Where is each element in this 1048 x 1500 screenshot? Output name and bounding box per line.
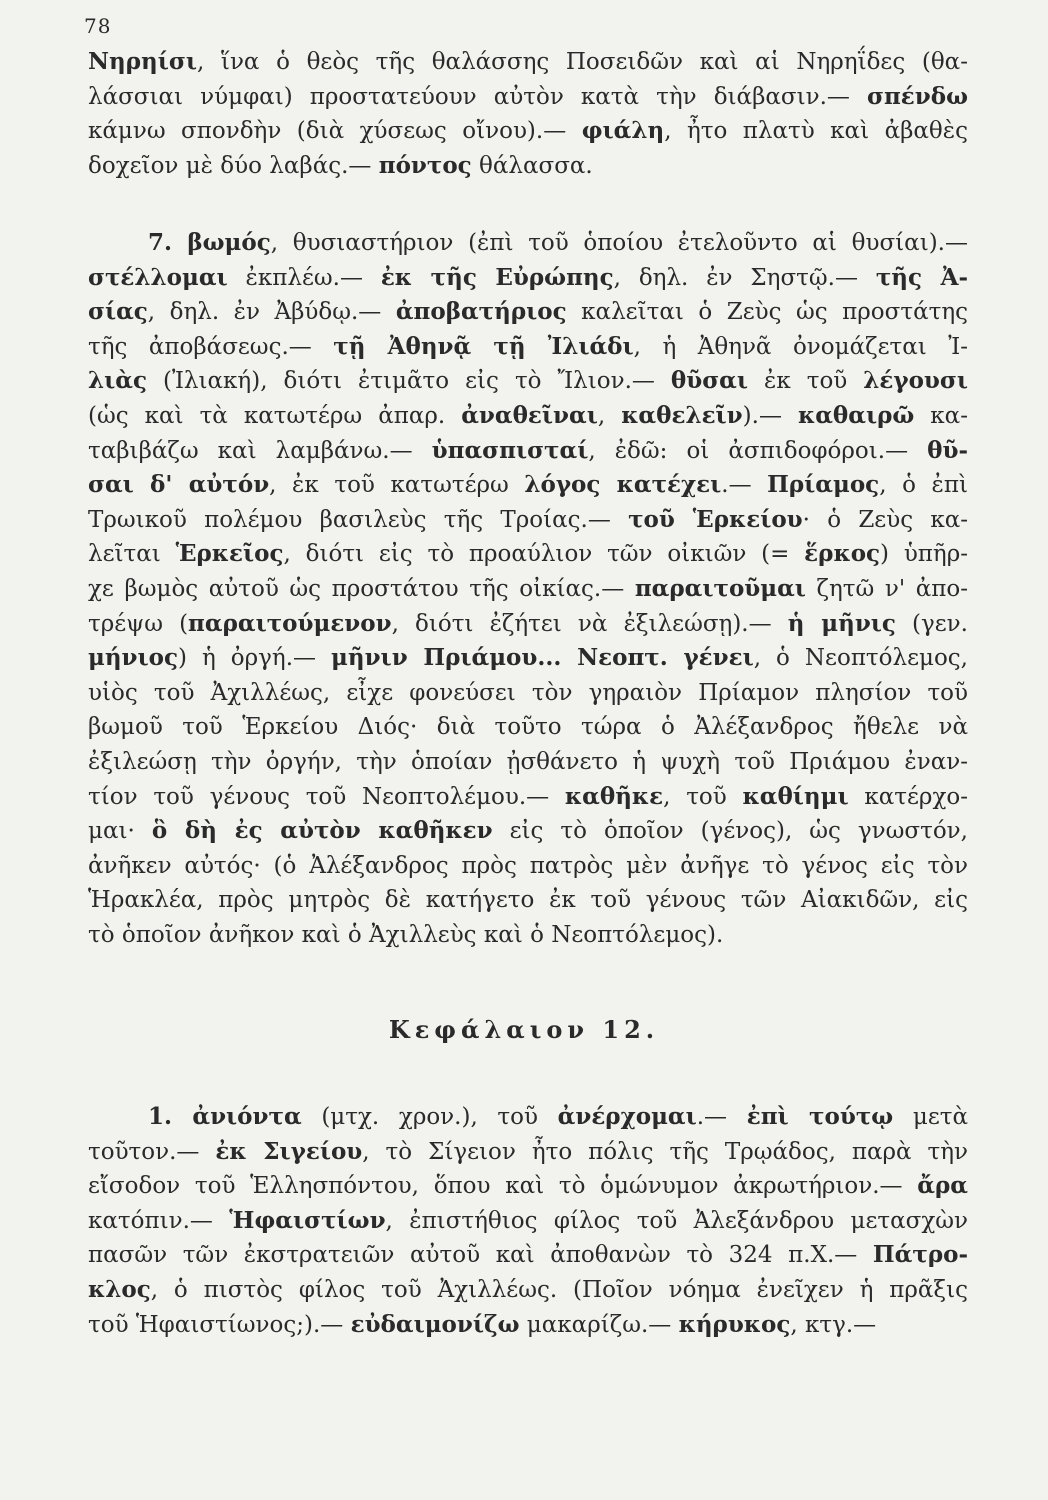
text-line: ἐξιλεώσῃ τὴν ὀργήν, τὴν ὁποίαν ᾐσθάνετο ἡ ψυχὴ τοῦ Πριάμου ἐναν-	[88, 748, 968, 775]
text-line: εἴσοδον τοῦ Ἑλλησπόντου, ὅπου καὶ τὸ ὁμώνυμον ἀκρωτήριον.— ἄρα	[88, 1172, 968, 1200]
text-line: τοῦτον.— ἐκ Σιγείου, τὸ Σίγειον ἦτο πόλις τῆς Τρῳάδος, παρὰ τὴν	[88, 1137, 969, 1165]
text-line: βωμοῦ τοῦ Ἑρκείου Διός· διὰ τοῦτο τώρα ὁ Ἀλέξανδρος ἤθελε νὰ	[88, 714, 968, 741]
paragraph-2	[88, 226, 968, 952]
text-line: Τρωικοῦ πολέμου βασιλεὺς τῆς Τροίας.— τοῦ Ἑρκείου· ὁ Ζεὺς κα-	[88, 505, 969, 533]
text-line: λιὰς (Ἰλιακή), διότι ἐτιμᾶτο εἰς τὸ Ἴλιον.— θῦσαι ἐκ τοῦ λέγουσι	[88, 367, 968, 395]
text-line: τῆς ἀποβάσεως.— τῇ Ἀθηνᾷ τῇ Ἰλιάδι, ἡ Ἀθηνᾶ ὀνομάζεται Ἰ-	[88, 332, 969, 360]
text-line: στέλλομαι ἐκπλέω.— ἐκ τῆς Εὐρώπης, δηλ. ἐν Σηστῷ.— τῆς Ἀ-	[88, 263, 968, 291]
text-line: μήνιος) ἡ ὀργή.— μῆνιν Πριάμου... Νεοπτ. γένει, ὁ Νεοπτόλεμος,	[88, 644, 968, 672]
text-line: κλος, ὁ πιστὸς φίλος τοῦ Ἀχιλλέως. (Ποῖον νόημα ἐνεῖχεν ἡ πρᾶξις	[88, 1275, 968, 1303]
text-line: μαι· ὃ δὴ ἐς αὐτὸν καθῆκεν εἰς τὸ ὁποῖον (γένος), ὡς γνωστόν,	[88, 817, 968, 845]
text-line: ταβιβάζω καὶ λαμβάνω.— ὑπασπισταί, ἐδῶ: οἱ ἀσπιδοφόροι.— θῦ-	[88, 436, 969, 464]
paragraph-1	[88, 45, 968, 183]
text-line: 1. ἀνιόντα (μτχ. χρον.), τοῦ ἀνέρχομαι.— ἐπὶ τούτῳ μετὰ	[148, 1103, 968, 1130]
text-line: χε βωμὸς αὐτοῦ ὡς προστάτου τῆς οἰκίας.— παραιτοῦμαι ζητῶ ν' ἀπο-	[88, 574, 968, 602]
text-line: (ὡς καὶ τὰ κατωτέρω ἀπαρ. ἀναθεῖναι, καθελεῖν).— καθαιρῶ κα-	[88, 401, 968, 429]
text-line: κατόπιν.— Ἡφαιστίων, ἐπιστήθιος φίλος τοῦ Ἀλεξάνδρου μετασχὼν	[88, 1206, 968, 1234]
text-line: τοῦ Ἡφαιστίωνος;).— εὐδαιμονίζω μακαρίζω.— κήρυκος, κτγ.—	[88, 1310, 877, 1338]
text-line: πασῶν τῶν ἐκστρατειῶν αὐτοῦ καὶ ἀποθανὼν τὸ 324 π.Χ.— Πάτρο-	[88, 1241, 968, 1269]
text-line: Νηρηίσι, ἵνα ὁ θεὸς τῆς θαλάσσης Ποσειδῶν καὶ αἱ Νηρηΐδες (θα-	[88, 48, 968, 75]
text-line: υἱὸς τοῦ Ἀχιλλέως, εἶχε φονεύσει τὸν γηραιὸν Πρίαμον πλησίον τοῦ	[88, 679, 968, 706]
text-line: Ἡρακλέα, πρὸς μητρὸς δὲ κατήγετο ἐκ τοῦ γένους τῶν Αἰακιδῶν, εἰς	[88, 887, 968, 914]
text-line: δοχεῖον μὲ δύο λαβάς.— πόντος θάλασσα.	[88, 151, 593, 179]
text-line: λάσσιαι νύμφαι) προστατεύουν αὐτὸν κατὰ τὴν διάβασιν.— σπένδω	[88, 82, 968, 110]
text-line: τὸ ὁποῖον ἀνῆκον καὶ ὁ Ἀχιλλεὺς καὶ ὁ Νεοπτόλεμος).	[88, 921, 724, 948]
text-line: 7. βωμός, θυσιαστήριον (ἐπὶ τοῦ ὁποίου ἐτελοῦντο αἱ θυσίαι).—	[148, 229, 968, 256]
text-line: σαι δ' αὐτόν, ἐκ τοῦ κατωτέρω λόγος κατέχει.— Πρίαμος, ὁ ἐπὶ	[88, 471, 968, 499]
page-number: 78	[84, 14, 112, 38]
text-line: τρέψω (παραιτούμενον, διότι ἐζήτει νὰ ἐξιλεώσῃ).— ἡ μῆνις (γεν.	[88, 609, 968, 637]
text-line: λεῖται Ἑρκεῖος, διότι εἰς τὸ προαύλιον τῶν οἰκιῶν (= ἕρκος) ὑπῆρ-	[88, 540, 968, 568]
text-line: τίον τοῦ γένους τοῦ Νεοπτολέμου.— καθῆκε, τοῦ καθίημι κατέρχο-	[88, 782, 968, 810]
paragraph-3	[88, 1100, 968, 1342]
text-line: κάμνω σπονδὴν (διὰ χύσεως οἴνου).— φιάλη, ἦτο πλατὺ καὶ ἀβαθὲς	[88, 117, 968, 145]
chapter-heading: Κεφάλαιον 12.	[388, 1015, 660, 1044]
text-line: ἀνῆκεν αὐτός· (ὁ Ἀλέξανδρος πρὸς πατρὸς μὲν ἀνῆγε τὸ γένος εἰς τὸν	[88, 852, 968, 879]
text-line: σίας, δηλ. ἐν Ἀβύδῳ.— ἀποβατήριος καλεῖται ὁ Ζεὺς ὡς προστάτης	[88, 298, 968, 326]
